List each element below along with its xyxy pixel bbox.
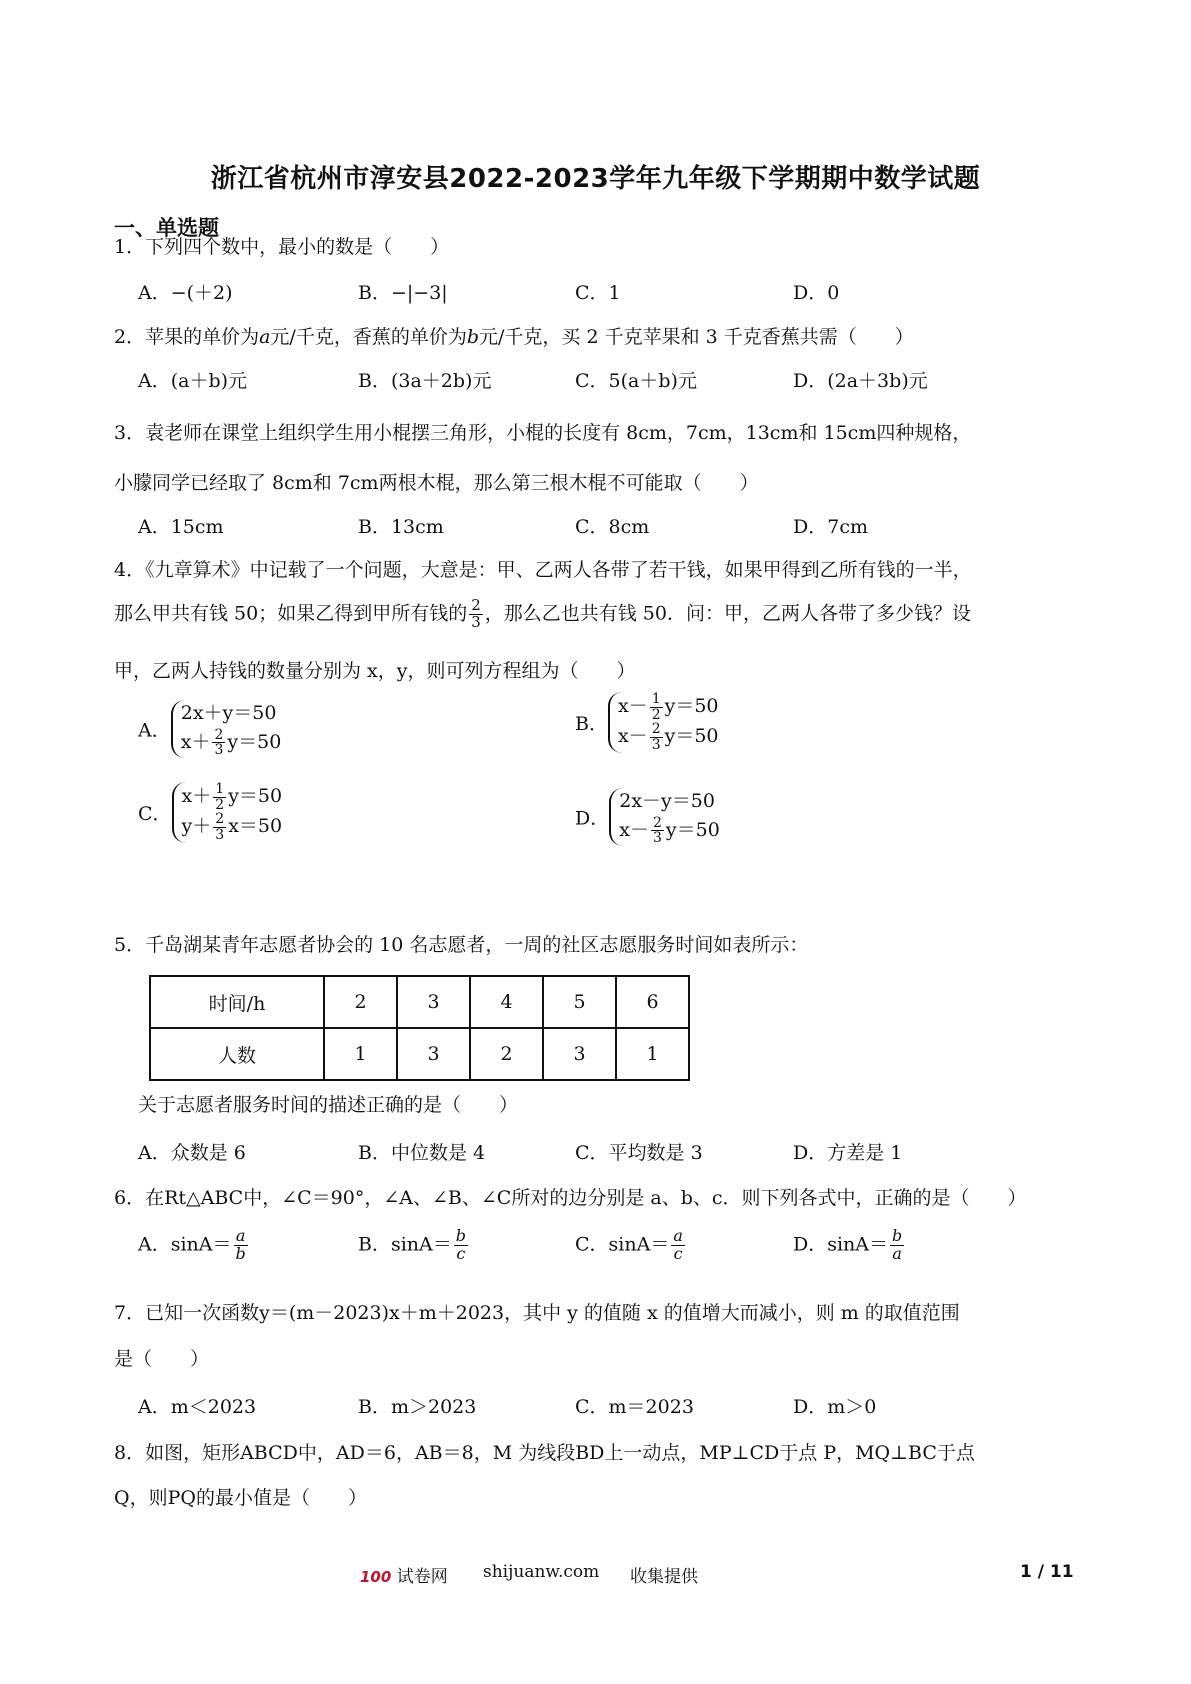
frac-den: a — [892, 1243, 902, 1263]
q4-option-a-label: A． — [138, 719, 171, 742]
q4-option-d-system — [609, 788, 720, 846]
frac-den: 3 — [215, 827, 225, 844]
table-cell: 1 — [616, 1028, 689, 1080]
q6-a-frac — [234, 1228, 248, 1263]
q4-c-eq2-post: x＝50 — [228, 815, 283, 838]
q4-b-eq2-post: y＝50 — [664, 725, 719, 748]
q2-option-d: D．(2a＋3b)元 — [793, 370, 928, 392]
question-8-line-2: Q，则PQ的最小值是（ ） — [114, 1487, 367, 1509]
q7-option-d: D．m＞0 — [793, 1396, 877, 1418]
q3-option-b: B．13cm — [358, 516, 444, 538]
frac-den: 3 — [214, 742, 224, 759]
frac-den: c — [673, 1243, 683, 1263]
q6-a-prefix: A．sinA＝ — [138, 1233, 232, 1256]
q4-d-frac — [651, 816, 664, 846]
table-cell: 3 — [543, 1028, 616, 1080]
q5-option-b: B．中位数是 4 — [358, 1142, 486, 1164]
table-cell: 2 — [324, 976, 397, 1028]
q2-text-3: 元/千克，买 2 千克苹果和 3 千克香蕉共需（ ） — [479, 326, 914, 348]
q4-fraction-num: 2 — [471, 596, 481, 614]
frac-den: 3 — [652, 830, 662, 847]
frac-num: b — [455, 1226, 466, 1245]
q2-text-2: 元/千克，香蕉的单价为 — [270, 326, 467, 348]
q6-option-d — [793, 1228, 906, 1263]
question-4-line-2 — [114, 598, 971, 631]
q5-option-d: D．方差是 1 — [793, 1142, 903, 1164]
q7-option-b: B．m＞2023 — [358, 1396, 477, 1418]
q4-a-eq2-post: y＝50 — [227, 730, 282, 753]
q4-a-eq2-pre: x＋ — [180, 730, 211, 753]
question-3-line-1: 3．袁老师在课堂上组织学生用小棍摆三角形，小棍的长度有 8cm，7cm，13cm和 15cm四种规格， — [114, 422, 972, 444]
table-row — [150, 1028, 689, 1080]
site-name: 试卷网 — [396, 1567, 448, 1587]
q4-b-eq1-post: y＝50 — [664, 695, 719, 718]
q4-b-eq2-pre: x－ — [617, 725, 648, 748]
frac-num: 1 — [215, 781, 225, 797]
question-8-line-1: 8．如图，矩形ABCD中，AD＝6，AB＝8，M 为线段BD上一动点，MP⊥CD于点 P，MQ⊥BC于点 — [114, 1442, 975, 1464]
frac-den: 2 — [651, 706, 661, 723]
q6-d-frac — [890, 1228, 904, 1263]
q6-option-a — [138, 1228, 250, 1263]
q4-option-b-system — [608, 692, 719, 753]
q7-option-a: A．m＜2023 — [138, 1396, 257, 1418]
q4-c-eq1-pre: x＋ — [181, 785, 212, 808]
footer-note: 收集提供 — [630, 1567, 698, 1587]
question-5-question: 关于志愿者服务时间的描述正确的是（ ） — [138, 1094, 519, 1116]
table-cell: 2 — [470, 1028, 543, 1080]
q4-d-eq2 — [619, 816, 720, 846]
q4-fraction — [469, 598, 483, 631]
q4-b-frac-2 — [650, 722, 663, 752]
table-cell: 3 — [397, 976, 470, 1028]
table-row — [150, 976, 689, 1028]
q6-option-b — [358, 1228, 470, 1263]
table-cell: 人数 — [150, 1028, 324, 1080]
question-4-line-1: 4．《九章算术》中记载了一个问题，大意是：甲、乙两人各带了若干钱，如果甲得到乙所有钱的一半， — [114, 559, 972, 581]
frac-num: 2 — [215, 811, 225, 828]
table-cell: 3 — [397, 1028, 470, 1080]
q4-option-c-system — [172, 782, 283, 843]
q4-c-frac-2 — [213, 812, 226, 842]
q4-c-frac-1 — [213, 782, 226, 812]
q5-option-c: C．平均数是 3 — [575, 1142, 703, 1164]
page-title: 浙江省杭州市淳安县2022-2023学年九年级下学期期中数学试题 — [210, 164, 981, 194]
question-1-stem: 1．下列四个数中，最小的数是（ ） — [114, 236, 450, 258]
q4-option-b — [575, 692, 719, 753]
q4-option-a — [138, 700, 281, 758]
q4-option-d-label: D． — [575, 807, 610, 830]
q6-b-frac — [454, 1228, 468, 1263]
q4-option-c — [138, 782, 282, 843]
site-logo: 100 — [360, 1568, 392, 1586]
q4-option-d — [575, 788, 720, 846]
q6-c-frac — [671, 1228, 685, 1263]
q5-table — [149, 975, 690, 1081]
q3-option-a: A．15cm — [138, 516, 224, 538]
frac-num: a — [234, 1228, 248, 1246]
question-7-line-1: 7．已知一次函数y＝(m－2023)x＋m＋2023，其中 y 的值随 x 的值增大而减小，则 m 的取值范围 — [114, 1302, 960, 1324]
q4-c-eq2-pre: y＋ — [181, 815, 212, 838]
frac-den: c — [456, 1243, 466, 1263]
q6-b-prefix: B．sinA＝ — [358, 1233, 452, 1256]
frac-num: 2 — [652, 814, 662, 831]
q2-var-b: b — [466, 326, 479, 348]
q4-a-eq2 — [181, 728, 282, 758]
q6-d-prefix: D．sinA＝ — [793, 1233, 889, 1256]
frac-den: 2 — [215, 796, 225, 813]
q2-option-b: B．(3a＋2b)元 — [358, 370, 492, 392]
q5-option-a: A．众数是 6 — [138, 1142, 246, 1164]
q7-option-c: C．m＝2023 — [575, 1396, 694, 1418]
q6-c-prefix: C．sinA＝ — [575, 1233, 670, 1256]
q3-option-d: D．7cm — [793, 516, 868, 538]
frac-num: 2 — [214, 726, 224, 743]
q4-line2-post: ，那么乙也共有钱 50．问：甲，乙两人各带了多少钱？设 — [484, 602, 971, 625]
question-3-line-2: 小朦同学已经取了 8cm和 7cm两根木棍，那么第三根木棍不可能取（ ） — [114, 472, 759, 494]
q4-option-c-label: C． — [138, 802, 172, 825]
frac-num: 2 — [651, 721, 661, 738]
question-2-stem — [114, 322, 914, 349]
frac-den: b — [235, 1243, 246, 1263]
frac-num: 1 — [651, 691, 661, 707]
q4-b-eq1 — [618, 692, 719, 722]
q4-c-eq1 — [182, 782, 283, 812]
q2-text-1: 2．苹果的单价为 — [114, 326, 260, 348]
q2-option-a: A．(a＋b)元 — [138, 370, 248, 392]
q4-b-eq1-pre: x－ — [617, 695, 648, 718]
q4-line2-pre: 那么甲共有钱 50；如果乙得到甲所有钱的 — [114, 602, 468, 625]
q4-a-frac — [212, 728, 225, 758]
q2-option-c: C．5(a＋b)元 — [575, 370, 697, 392]
footer-brand — [360, 1562, 448, 1587]
q4-b-frac-1 — [650, 692, 663, 722]
q4-a-eq1: 2x＋y＝50 — [180, 702, 277, 724]
q4-option-b-label: B． — [575, 712, 608, 735]
q1-option-c: C．1 — [575, 282, 621, 304]
q4-fraction-den: 3 — [471, 612, 481, 631]
table-cell: 1 — [324, 1028, 397, 1080]
frac-den: 3 — [651, 737, 661, 754]
q4-c-eq1-post: y＝50 — [228, 785, 283, 808]
q1-option-b: B．−|−3| — [358, 282, 448, 304]
frac-num: a — [673, 1226, 683, 1245]
question-7-line-2: 是（ ） — [114, 1348, 210, 1370]
table-cell: 5 — [543, 976, 616, 1028]
q1-option-d: D．0 — [793, 282, 840, 304]
table-cell: 6 — [616, 976, 689, 1028]
section-heading: 一、单选题 — [114, 216, 219, 240]
q4-d-eq2-pre: x－ — [619, 818, 649, 841]
frac-num: b — [892, 1226, 903, 1245]
q1-option-a: A．−(＋2) — [138, 282, 233, 304]
site-domain: shijuanw.com — [483, 1562, 600, 1582]
q4-d-eq1: 2x－y＝50 — [619, 790, 715, 812]
question-4-line-3: 甲，乙两人持钱的数量分别为 x，y，则可列方程组为（ ） — [114, 660, 636, 682]
question-5-stem: 5．千岛湖某青年志愿者协会的 10 名志愿者，一周的社区志愿服务时间如表所示： — [114, 934, 809, 956]
q4-c-eq2 — [182, 812, 283, 842]
q2-var-a: a — [259, 326, 271, 348]
table-cell: 4 — [470, 976, 543, 1028]
q3-option-c: C．8cm — [575, 516, 650, 538]
q6-option-c — [575, 1228, 687, 1263]
q4-b-eq2 — [618, 722, 719, 752]
page-number: 1 / 11 — [1020, 1562, 1074, 1582]
table-cell: 时间/h — [150, 976, 324, 1028]
question-6-stem: 6．在Rt△ABC中，∠C＝90°，∠A、∠B、∠C所对的边分别是 a、b、c．则下列各式中，正确的是（ ） — [114, 1187, 1027, 1209]
q4-option-a-system — [171, 700, 282, 758]
q4-d-eq2-post: y＝50 — [665, 818, 720, 841]
